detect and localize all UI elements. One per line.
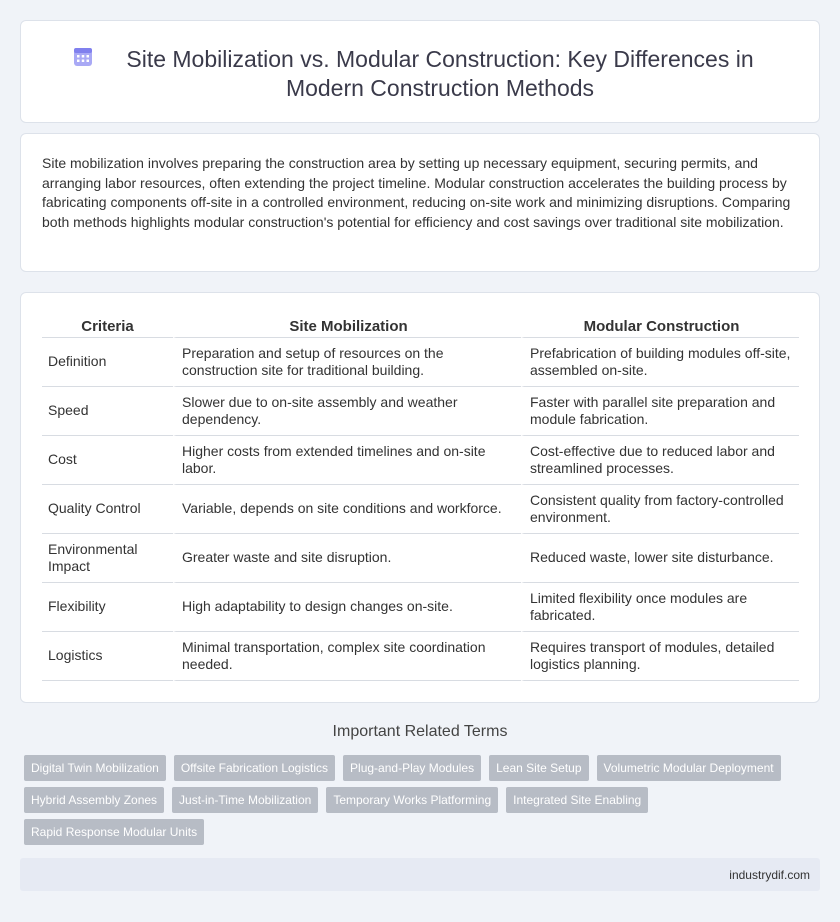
footer <box>20 858 820 891</box>
title-card <box>20 20 820 123</box>
related-term-tag[interactable]: Lean Site Setup <box>489 755 588 781</box>
table-row <box>42 534 799 583</box>
table-row <box>42 436 799 485</box>
intro-paragraph: Site mobilization involves preparing the construction area by setting up necessary equipment, securing permits, and arranging labor resources, often extending the project timeline. Modular construction accelerates the building process by fabricating components off-site in a controlled environment, reducing on-site work and minimizing disruptions. Comparing both methods highlights modular construction's potential for efficiency and cost savings over traditional site mobilization. <box>42 155 791 230</box>
site-mobilization-cell: Minimal transportation, complex site coordination needed. <box>173 632 521 681</box>
related-term-tag[interactable]: Volumetric Modular Deployment <box>597 755 781 781</box>
related-term-tag[interactable]: Plug-and-Play Modules <box>343 755 481 781</box>
modular-construction-cell: Consistent quality from factory-controlled environment. <box>521 485 799 534</box>
comparison-table <box>42 316 799 681</box>
related-term-tag[interactable]: Rapid Response Modular Units <box>24 819 204 845</box>
related-term-tag[interactable]: Hybrid Assembly Zones <box>24 787 164 813</box>
table-row <box>42 485 799 534</box>
modular-construction-cell: Prefabrication of building modules off-site, assembled on-site. <box>521 338 799 387</box>
modular-construction-cell: Reduced waste, lower site disturbance. <box>521 534 799 583</box>
header-criteria: Criteria <box>42 316 173 338</box>
header-site-mobilization: Site Mobilization <box>173 316 521 338</box>
criteria-cell: Environmental Impact <box>42 534 173 583</box>
modular-construction-cell: Requires transport of modules, detailed logistics planning. <box>521 632 799 681</box>
related-term-tag[interactable]: Digital Twin Mobilization <box>24 755 166 781</box>
page-title: Site Mobilization vs. Modular Construction: Key Differences in Modern Construction Methods <box>126 46 754 101</box>
related-term-tag[interactable]: Temporary Works Platforming <box>326 787 498 813</box>
table-row <box>42 632 799 681</box>
site-mobilization-cell: Greater waste and site disruption. <box>173 534 521 583</box>
modular-construction-cell: Limited flexibility once modules are fabricated. <box>521 583 799 632</box>
criteria-cell: Speed <box>42 387 173 436</box>
table-row <box>42 338 799 387</box>
modular-construction-cell: Cost-effective due to reduced labor and streamlined processes. <box>521 436 799 485</box>
related-term-tag[interactable]: Integrated Site Enabling <box>506 787 648 813</box>
related-terms-title: Important Related Terms <box>332 723 508 740</box>
header-modular-construction: Modular Construction <box>521 316 799 338</box>
site-mobilization-cell: High adaptability to design changes on-site. <box>173 583 521 632</box>
criteria-cell: Quality Control <box>42 485 173 534</box>
criteria-cell: Flexibility <box>42 583 173 632</box>
intro-card <box>20 133 820 272</box>
site-mobilization-cell: Slower due to on-site assembly and weather dependency. <box>173 387 521 436</box>
comparison-table-card <box>20 292 820 703</box>
modular-construction-cell: Faster with parallel site preparation and module fabrication. <box>521 387 799 436</box>
site-mobilization-cell: Higher costs from extended timelines and on-site labor. <box>173 436 521 485</box>
site-mobilization-cell: Preparation and setup of resources on the construction site for traditional building. <box>173 338 521 387</box>
criteria-cell: Logistics <box>42 632 173 681</box>
footer-site-link[interactable]: industrydif.com <box>729 868 810 882</box>
site-mobilization-cell: Variable, depends on site conditions and workforce. <box>173 485 521 534</box>
criteria-cell: Cost <box>42 436 173 485</box>
criteria-cell: Definition <box>42 338 173 387</box>
table-row <box>42 583 799 632</box>
table-header-row <box>42 316 799 338</box>
related-term-tag[interactable]: Offsite Fabrication Logistics <box>174 755 335 781</box>
table-row <box>42 387 799 436</box>
related-terms-list <box>24 755 804 845</box>
related-term-tag[interactable]: Just-in-Time Mobilization <box>172 787 318 813</box>
